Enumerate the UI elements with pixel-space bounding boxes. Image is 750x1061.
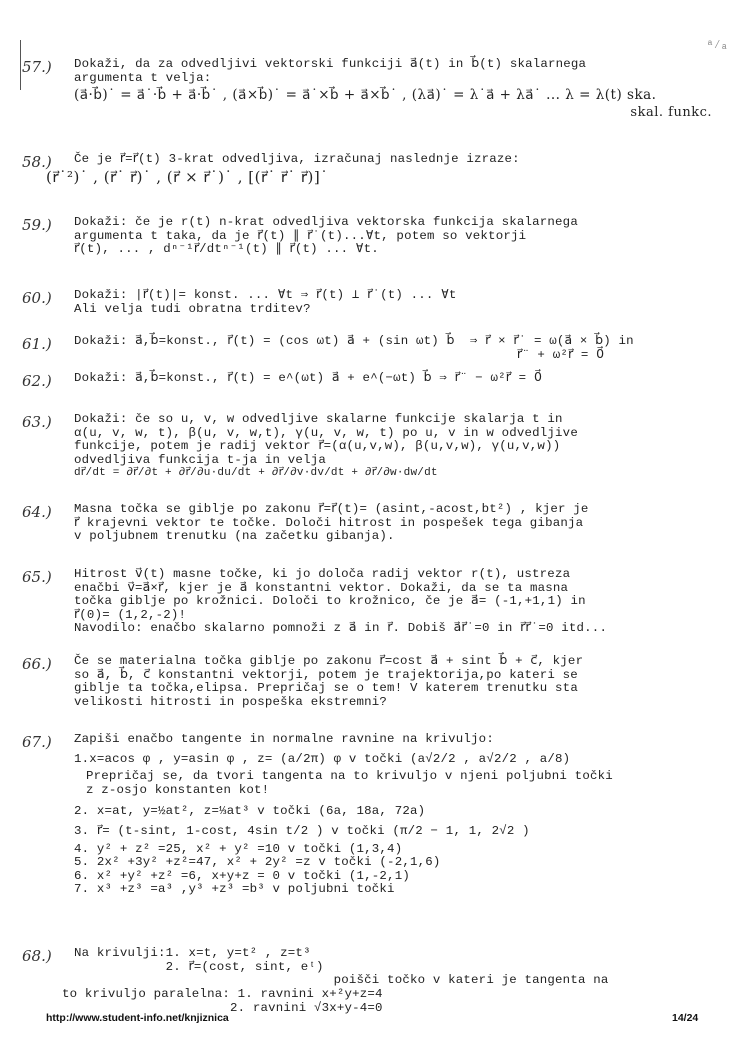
problem-number: 64.) <box>22 503 52 521</box>
problem-68 <box>22 947 720 988</box>
problem-text: Zapiši enačbo tangente in normalne ravnine na krivuljo: <box>74 732 494 746</box>
problem-text: 2. r⃗=(cost, sint, eᵗ) <box>74 959 324 974</box>
sub-item: 5. 2x² +3y² +z²=47, x² + 2y² =z v točki (-2,1,6) <box>74 855 441 870</box>
problem-text: argumenta t velja: <box>74 70 212 85</box>
problem-text: giblje ta točka,elipsa. Prepričaj se o tem! V katerem trenutku sta <box>74 681 578 696</box>
problem-number: 59.) <box>22 216 52 234</box>
problem-text: argumenta t taka, da je r⃗(t) ∥ r⃗˙(t)...∀t, potem so vektorji <box>74 228 527 243</box>
problem-65 <box>22 568 720 636</box>
problem-number: 60.) <box>22 289 52 307</box>
margin-rule <box>20 40 21 90</box>
problem-number: 67.) <box>22 733 52 751</box>
problem-text: 2. ravnini √3x+y-4=0 <box>62 1000 383 1015</box>
problem-text: Če je r⃗=r⃗(t) 3-krat odvedljiva, izračunaj naslednje izraze: <box>74 152 520 166</box>
problem-text: so a⃗, b⃗, c⃗ konstantni vektorji, potem je trajektorija,po kateri se <box>74 667 578 682</box>
problem-text: α(u, v, w, t), β(u, v, w,t), γ(u, v, w, t) po u, v in w odvedljive <box>74 425 578 440</box>
problem-number: 62.) <box>22 372 52 390</box>
problem-text: Navodilo: enačbo skalarno pomnoži z a⃗ in r⃗. Dobiš a⃗r⃗˙=0 in r⃗r⃗˙=0 itd... <box>74 621 608 636</box>
problem-text: funkcije, potem je radij vektor r⃗=(α(u,v,w), β(u,v,w), γ(u,v,w)) <box>74 439 561 454</box>
sub-item: 6. x² +y² +z² =6, x+y+z = 0 v točki (1,-2,1) <box>74 868 410 883</box>
problem-61 <box>22 335 720 362</box>
footer-url: http://www.student-info.net/knjiznica <box>46 1012 229 1024</box>
problem-text: r⃗¨ + ω²r⃗ = 0⃗ <box>74 347 605 362</box>
problem-text: poišči točko v kateri je tangenta na <box>74 973 609 988</box>
problem-text: r⃗(t), ... , dⁿ⁻¹r⃗/dtⁿ⁻¹(t) ∥ r⃗(t) ... ∀t. <box>74 242 379 257</box>
sub-item: Prepričaj se, da tvori tangenta na to krivuljo v njeni poljubni točki <box>86 769 613 784</box>
problem-number: 66.) <box>22 655 52 673</box>
problem-text: to krivuljo paralelna: 1. ravnini x+²y+z=4 <box>62 987 383 1001</box>
sub-item: 7. x³ +z³ =a³ ,y³ +z³ =b³ v poljubni točki <box>74 882 395 897</box>
problem-text: Dokaži: a⃗,b⃗=konst., r⃗(t) = (cos ωt) a⃗ + (sin ωt) b⃗ ⇒ r⃗ × r⃗˙ = ω(a⃗ × b⃗) in <box>74 334 634 348</box>
problem-64 <box>22 503 720 544</box>
problem-number: 68.) <box>22 947 52 965</box>
problem-text: Dokaži: če je r(t) n-krat odvedljiva vektorska funkcija skalarnega <box>74 215 578 229</box>
problem-58 <box>22 153 720 187</box>
formula: (a⃗·b⃗)˙ = a⃗˙·b⃗ + a⃗·b⃗˙ , (a⃗×b⃗)˙ = a⃗˙×b⃗ + a⃗×b⃗˙ , (λa⃗)˙ = λ˙a⃗ + λa⃗˙ ... λ = λ(t) ska. <box>74 87 657 104</box>
problem-text: Če se materialna točka giblje po zakonu r⃗=cost a⃗ + sint b⃗ + c⃗, kjer <box>74 654 584 668</box>
problem-62 <box>22 371 720 390</box>
problem-text: Masna točka se giblje po zakonu r⃗=r⃗(t)= (asint,-acost,bt²) , kjer je <box>74 502 589 516</box>
problem-59 <box>22 216 720 257</box>
problem-number: 63.) <box>22 413 52 431</box>
problem-text: točka giblje po krožnici. Določi to krožnico, če je a⃗= (-1,+1,1) in <box>74 594 586 609</box>
problem-67 <box>22 733 720 897</box>
problem-number: 57.) <box>22 58 52 76</box>
problem-text: dr⃗/dt = ∂r⃗/∂t + ∂r⃗/∂u·du/dt + ∂r⃗/∂v·dv/dt + ∂r⃗/∂w·dw/dt <box>74 467 438 480</box>
problem-text: Dokaži: a⃗,b⃗=konst., r⃗(t) = e^(ωt) a⃗ + e^(−ωt) b⃗ ⇒ r⃗¨ − ω²r⃗ = 0⃗ <box>74 371 543 385</box>
formula-note: skal. funkc. <box>630 105 712 121</box>
problem-number: 65.) <box>22 568 52 586</box>
problem-number: 61.) <box>22 335 52 353</box>
problem-text: Dokaži: |r⃗(t)|= konst. ... ∀t ⇒ r⃗(t) ⊥ r⃗˙(t) ... ∀t <box>74 288 457 302</box>
problem-text: Ali velja tudi obratna trditev? <box>74 301 311 316</box>
problem-63 <box>22 413 720 481</box>
sub-item: z z-osjo konstanten kot! <box>86 782 270 797</box>
page-number: 14/24 <box>672 1012 699 1024</box>
problem-text: Dokaži, da za odvedljivi vektorski funkciji a⃗(t) in b⃗(t) skalarnega <box>74 57 587 71</box>
problem-text: odvedljiva funkcija t-ja in velja <box>74 452 326 467</box>
sub-item: 3. r⃗= (t-sint, 1-cost, 4sin t/2 ) v točki (π/2 − 1, 1, 2√2 ) <box>74 823 530 838</box>
problem-text: velikosti hitrosti in pospeška ekstremni? <box>74 694 388 709</box>
sub-item: 1.x=acos φ , y=asin φ , z= (a/2π) φ v točki (a√2/2 , a√2/2 , a/8) <box>74 751 571 766</box>
problem-text: Dokaži: če so u, v, w odvedljive skalarne funkcije skalarja t in <box>74 412 563 426</box>
problem-text: r⃗(0)= (1,2,-2)! <box>74 607 187 622</box>
problem-number: 58.) <box>22 153 52 171</box>
sub-item: 2. x=at, y=½at², z=⅓at³ v točki (6a, 18a, 72a) <box>74 804 426 819</box>
problem-text: Hitrost v⃗(t) masne točke, ki jo določa radij vektor r(t), ustreza <box>74 567 571 581</box>
corner-mark: ᵃ⁄ₐ <box>706 38 728 52</box>
problem-57 <box>22 58 720 121</box>
problem-text: r⃗ krajevni vektor te točke. Določi hitrost in pospešek tega gibanja <box>74 515 584 530</box>
formula: (r⃗˙²)˙ , (r⃗˙ r⃗)˙ , (r⃗ × r⃗˙)˙ , [(r⃗˙ r⃗˙ r⃗)]˙ <box>46 167 329 186</box>
sub-item: 4. y² + z² =25, x² + y² =10 v točki (1,3,4) <box>74 841 403 856</box>
problem-text: enačbi v⃗=a⃗×r⃗, kjer je a⃗ konstantni vektor. Dokaži, da se ta masna <box>74 580 569 595</box>
problem-text: v poljubnem trenutku (na začetku gibanja). <box>74 529 395 544</box>
problem-60 <box>22 289 720 316</box>
problem-66 <box>22 655 720 709</box>
problem-text: Na krivulji:1. x=t, y=t² , z=t³ <box>74 946 311 960</box>
